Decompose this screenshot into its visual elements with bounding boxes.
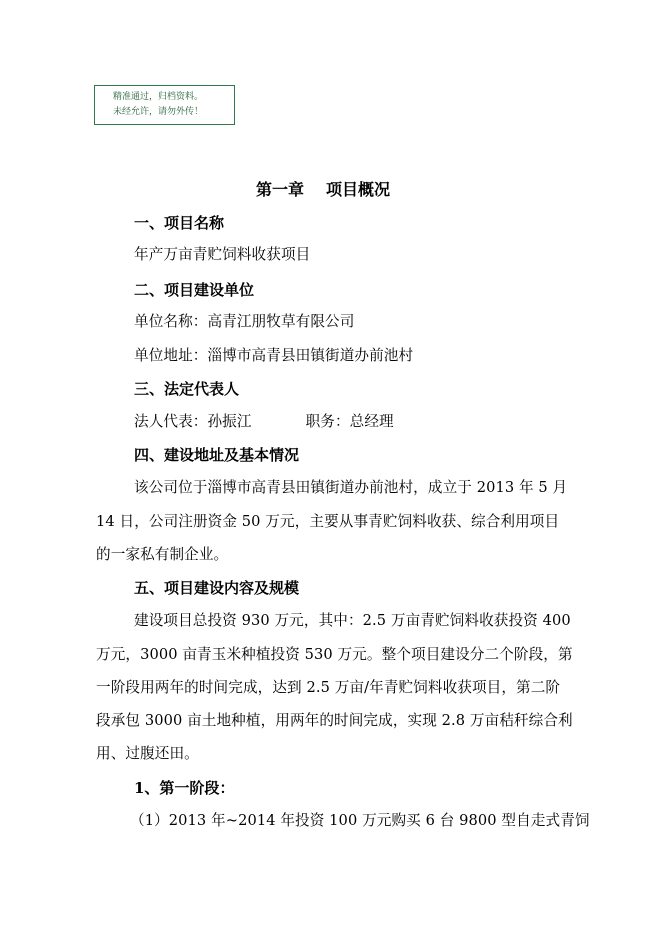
section5-line-5: 用、过腹还田。 bbox=[96, 745, 199, 762]
stamp-line-2: 未经允许，请勿外传！ bbox=[113, 107, 204, 117]
phase1-heading: 1、第一阶段： bbox=[134, 779, 235, 797]
section4-line-1: 该公司位于淄博市高青县田镇街道办前池村，成立于 2013 年 5 月 bbox=[134, 479, 568, 496]
project-name: 年产万亩青贮饲料收获项目 bbox=[134, 246, 311, 263]
archive-stamp bbox=[94, 85, 235, 125]
section4-line-2: 14 日，公司注册资金 50 万元，主要从事青贮饲料收获、综合利用项目 bbox=[96, 513, 560, 530]
stamp-line-1: 精准通过，归档资料。 bbox=[113, 92, 204, 102]
section5-line-4: 段承包 3000 亩土地种植，用两年的时间完成，实现 2.8 万亩秸秆综合利 bbox=[96, 712, 573, 729]
section4-line-3: 的一家私有制企业。 bbox=[96, 546, 229, 563]
section5-line-2: 万元，3000 亩青玉米种植投资 530 万元。整个项目建设分二个阶段，第 bbox=[96, 646, 573, 663]
legal-representative: 法人代表：孙振江 bbox=[134, 413, 252, 430]
chapter-name: 项目概况 bbox=[326, 180, 391, 199]
unit-name: 单位名称：高青江朋牧草有限公司 bbox=[134, 313, 355, 330]
section5-line-3: 一阶段用两年的时间完成，达到 2.5 万亩/年青贮饲料收获项目，第二阶 bbox=[96, 679, 561, 696]
legal-rep-line bbox=[134, 412, 394, 432]
chapter-number: 第一章 bbox=[256, 180, 305, 199]
unit-address: 单位地址：淄博市高青县田镇街道办前池村 bbox=[134, 347, 414, 364]
section5-line-1: 建设项目总投资 930 万元，其中：2.5 万亩青贮饲料收获投资 400 bbox=[134, 612, 571, 629]
section4-heading: 四、建设地址及基本情况 bbox=[134, 446, 300, 464]
phase1-line-1: （1）2013 年~2014 年投资 100 万元购买 6 台 9800 型自走式青饲 bbox=[130, 812, 590, 829]
legal-position: 职务：总经理 bbox=[305, 413, 394, 430]
section5-heading: 五、项目建设内容及规模 bbox=[134, 579, 300, 597]
section3-heading: 三、法定代表人 bbox=[134, 380, 240, 398]
section1-heading: 一、项目名称 bbox=[134, 214, 225, 232]
section2-heading: 二、项目建设单位 bbox=[134, 281, 255, 299]
chapter-title bbox=[256, 180, 390, 200]
